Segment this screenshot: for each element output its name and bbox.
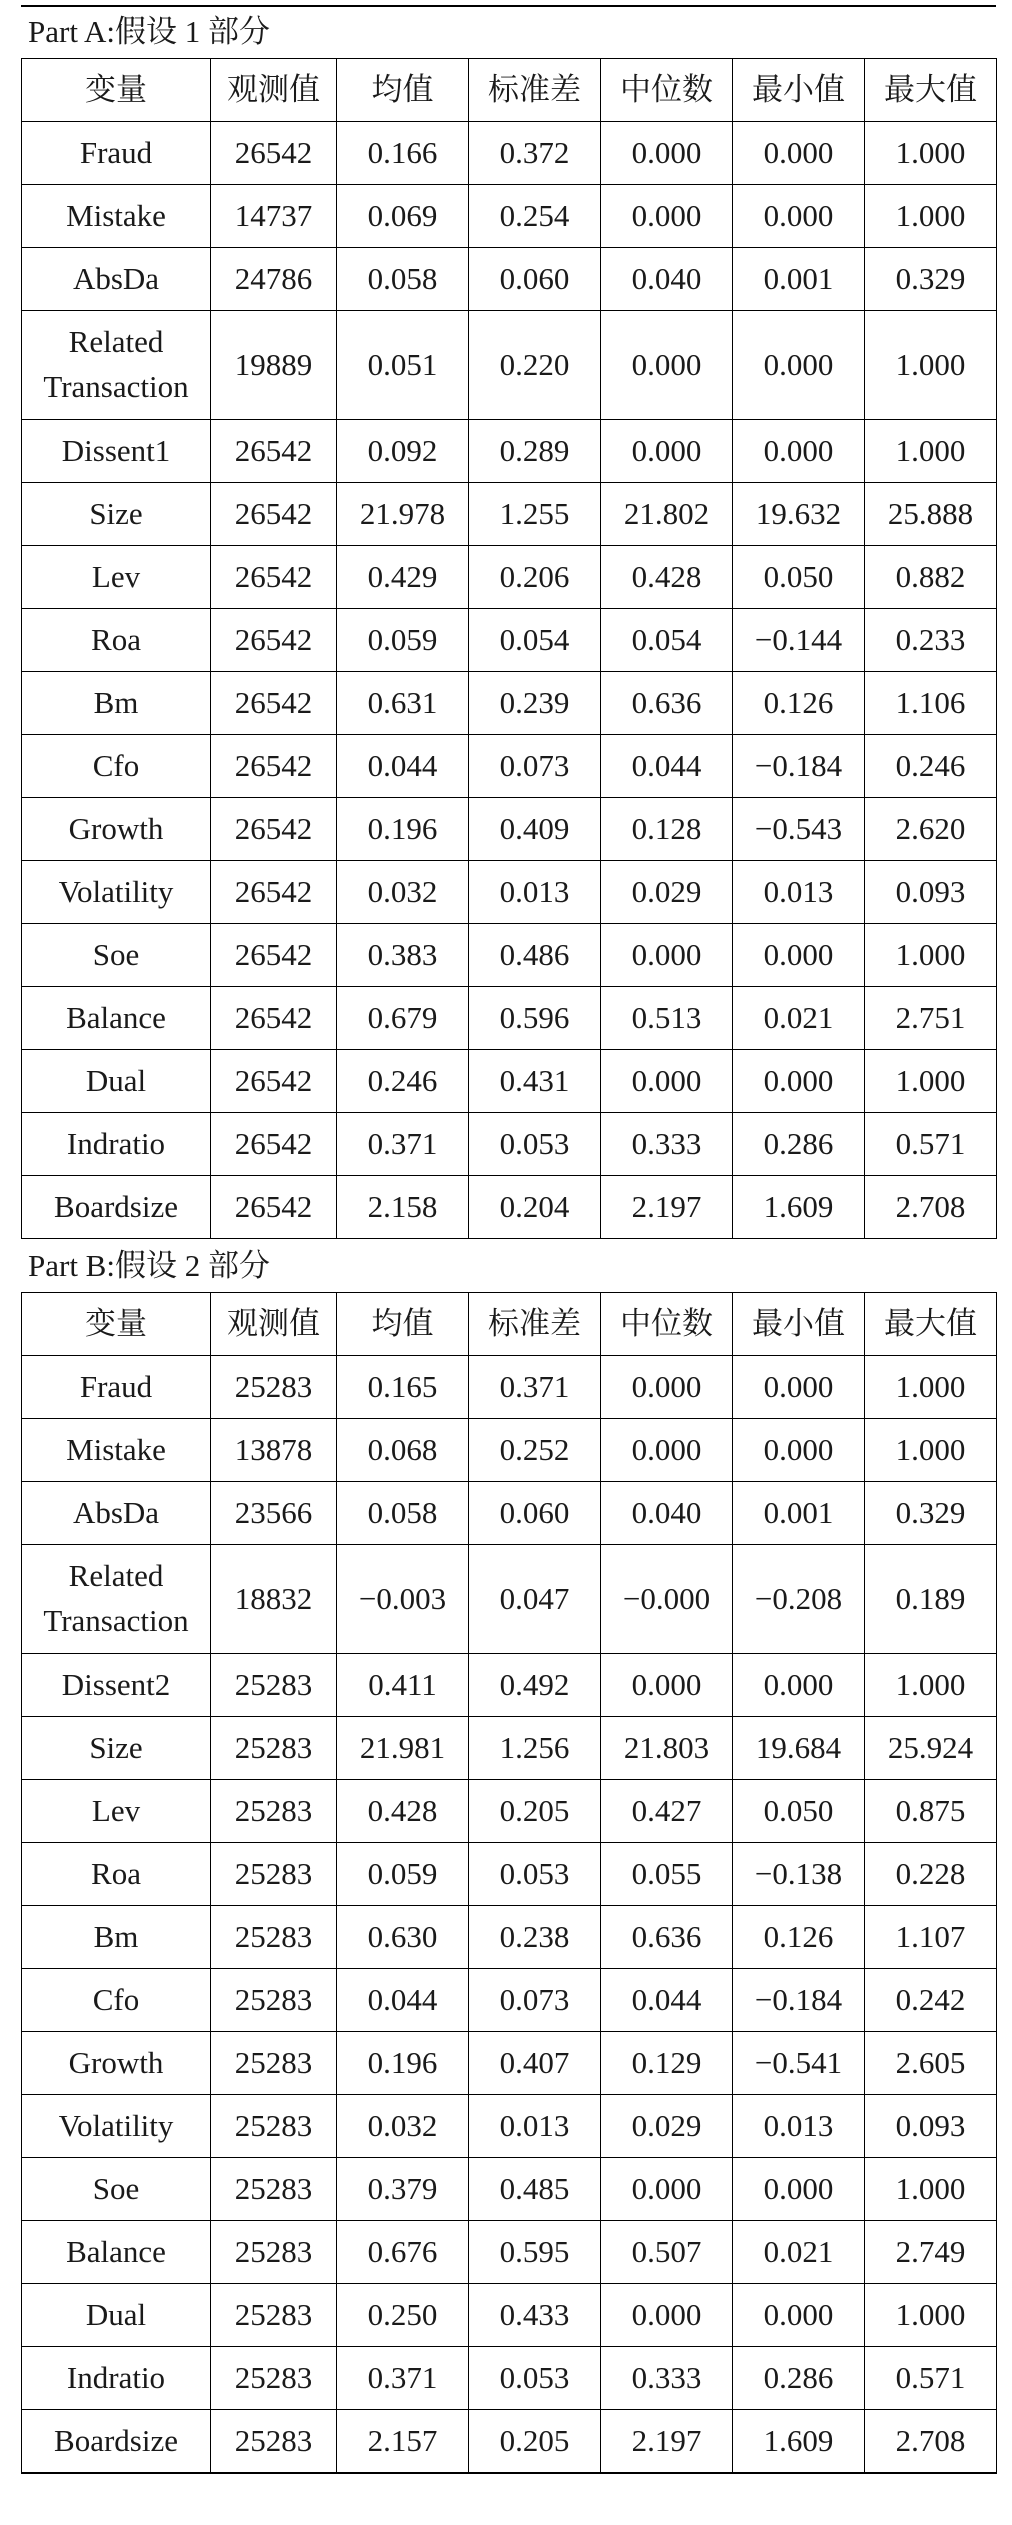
cell-median: 0.129 (601, 2032, 733, 2095)
cell-median: 2.197 (601, 1176, 733, 1239)
cell-max: 0.093 (865, 2095, 997, 2158)
cell-max: 0.246 (865, 735, 997, 798)
cell-std-dev: 0.060 (469, 248, 601, 311)
variable-name-cell: Boardsize (22, 1176, 211, 1239)
cell-mean: 0.246 (337, 1050, 469, 1113)
table-row (22, 1906, 997, 1969)
cell-max: 0.571 (865, 1113, 997, 1176)
part-b-table-body (22, 1293, 997, 2474)
cell-max: 2.749 (865, 2221, 997, 2284)
cell-mean: 21.981 (337, 1717, 469, 1780)
cell-median: 0.636 (601, 1906, 733, 1969)
cell-observations: 25283 (211, 1906, 337, 1969)
cell-std-dev: 0.252 (469, 1419, 601, 1482)
cell-max: 1.000 (865, 420, 997, 483)
variable-name-cell: Roa (22, 609, 211, 672)
cell-max: 1.000 (865, 924, 997, 987)
column-header-min: 最小值 (733, 1293, 865, 1356)
table-row (22, 2410, 997, 2474)
cell-min: 0.000 (733, 2158, 865, 2221)
cell-max: 0.093 (865, 861, 997, 924)
cell-mean: −0.003 (337, 1545, 469, 1654)
table-row (22, 420, 997, 483)
cell-median: 21.802 (601, 483, 733, 546)
cell-min: −0.184 (733, 1969, 865, 2032)
table-row (22, 185, 997, 248)
cell-observations: 23566 (211, 1482, 337, 1545)
cell-observations: 26542 (211, 1113, 337, 1176)
cell-min: 1.609 (733, 2410, 865, 2474)
variable-name-cell: Indratio (22, 1113, 211, 1176)
cell-std-dev: 0.485 (469, 2158, 601, 2221)
cell-mean: 0.631 (337, 672, 469, 735)
cell-median: 0.000 (601, 1654, 733, 1717)
cell-min: −0.541 (733, 2032, 865, 2095)
table-row (22, 1482, 997, 1545)
cell-median: 0.000 (601, 185, 733, 248)
cell-mean: 0.068 (337, 1419, 469, 1482)
cell-median: 0.044 (601, 1969, 733, 2032)
column-header-variable: 变量 (22, 1293, 211, 1356)
cell-max: 0.875 (865, 1780, 997, 1843)
table-row (22, 311, 997, 420)
cell-std-dev: 0.047 (469, 1545, 601, 1654)
cell-std-dev: 0.431 (469, 1050, 601, 1113)
cell-median: 0.040 (601, 248, 733, 311)
table-row (22, 1050, 997, 1113)
cell-observations: 26542 (211, 609, 337, 672)
cell-median: 0.000 (601, 1419, 733, 1482)
table-row (22, 1356, 997, 1419)
cell-median: 0.513 (601, 987, 733, 1050)
cell-max: 1.000 (865, 1654, 997, 1717)
cell-mean: 0.032 (337, 861, 469, 924)
cell-observations: 14737 (211, 185, 337, 248)
cell-std-dev: 0.013 (469, 2095, 601, 2158)
variable-name-cell: Growth (22, 2032, 211, 2095)
cell-min: 0.001 (733, 248, 865, 311)
cell-max: 1.107 (865, 1906, 997, 1969)
cell-observations: 26542 (211, 420, 337, 483)
part-b-title: Part B:假设 2 部分 (28, 1248, 270, 1283)
cell-mean: 0.428 (337, 1780, 469, 1843)
table-row (22, 2347, 997, 2410)
cell-max: 0.189 (865, 1545, 997, 1654)
table-row (22, 609, 997, 672)
cell-min: 0.000 (733, 1050, 865, 1113)
cell-std-dev: 1.255 (469, 483, 601, 546)
variable-name-cell: Fraud (22, 1356, 211, 1419)
cell-median: 0.333 (601, 2347, 733, 2410)
variable-name-cell: Growth (22, 798, 211, 861)
cell-median: 0.029 (601, 861, 733, 924)
cell-mean: 21.978 (337, 483, 469, 546)
cell-min: 0.000 (733, 185, 865, 248)
cell-observations: 19889 (211, 311, 337, 420)
cell-max: 1.000 (865, 122, 997, 185)
variable-name-cell: Mistake (22, 1419, 211, 1482)
table-row (22, 1113, 997, 1176)
cell-min: 0.000 (733, 420, 865, 483)
cell-min: −0.144 (733, 609, 865, 672)
cell-min: 19.684 (733, 1717, 865, 1780)
variable-name-cell: Fraud (22, 122, 211, 185)
cell-max: 0.329 (865, 248, 997, 311)
table-row (22, 546, 997, 609)
cell-median: 0.000 (601, 924, 733, 987)
cell-std-dev: 0.238 (469, 1906, 601, 1969)
cell-observations: 26542 (211, 798, 337, 861)
cell-mean: 0.165 (337, 1356, 469, 1419)
cell-mean: 0.069 (337, 185, 469, 248)
cell-observations: 26542 (211, 1176, 337, 1239)
table-row (22, 2032, 997, 2095)
cell-mean: 0.044 (337, 1969, 469, 2032)
cell-observations: 25283 (211, 2221, 337, 2284)
column-header-median: 中位数 (601, 59, 733, 122)
cell-max: 1.000 (865, 2158, 997, 2221)
table-row (22, 1969, 997, 2032)
variable-name-cell: Dissent1 (22, 420, 211, 483)
cell-median: 21.803 (601, 1717, 733, 1780)
cell-median: 0.507 (601, 2221, 733, 2284)
table-header-row (22, 1293, 997, 1356)
cell-min: 0.000 (733, 122, 865, 185)
cell-mean: 0.676 (337, 2221, 469, 2284)
cell-mean: 0.383 (337, 924, 469, 987)
table-row (22, 861, 997, 924)
cell-std-dev: 0.204 (469, 1176, 601, 1239)
cell-observations: 26542 (211, 1050, 337, 1113)
cell-max: 1.000 (865, 2284, 997, 2347)
variable-name-cell: Indratio (22, 2347, 211, 2410)
table-row (22, 987, 997, 1050)
variable-name-cell: Related Transaction (22, 1545, 211, 1654)
cell-median: −0.000 (601, 1545, 733, 1654)
cell-min: 0.000 (733, 1419, 865, 1482)
variable-name-cell: Balance (22, 2221, 211, 2284)
cell-max: 2.620 (865, 798, 997, 861)
cell-std-dev: 0.220 (469, 311, 601, 420)
cell-mean: 0.058 (337, 1482, 469, 1545)
cell-max: 1.106 (865, 672, 997, 735)
cell-min: 0.286 (733, 1113, 865, 1176)
cell-mean: 0.196 (337, 2032, 469, 2095)
cell-median: 0.000 (601, 2158, 733, 2221)
cell-mean: 0.411 (337, 1654, 469, 1717)
variable-name-cell: Related Transaction (22, 311, 211, 420)
cell-observations: 25283 (211, 2347, 337, 2410)
cell-median: 0.333 (601, 1113, 733, 1176)
column-header-min: 最小值 (733, 59, 865, 122)
cell-observations: 26542 (211, 735, 337, 798)
cell-std-dev: 0.596 (469, 987, 601, 1050)
cell-observations: 26542 (211, 122, 337, 185)
cell-observations: 26542 (211, 483, 337, 546)
cell-max: 0.571 (865, 2347, 997, 2410)
cell-observations: 18832 (211, 1545, 337, 1654)
cell-max: 1.000 (865, 185, 997, 248)
cell-std-dev: 0.254 (469, 185, 601, 248)
cell-median: 0.000 (601, 420, 733, 483)
cell-observations: 25283 (211, 1717, 337, 1780)
cell-min: 0.000 (733, 2284, 865, 2347)
cell-max: 1.000 (865, 1419, 997, 1482)
variable-name-cell: AbsDa (22, 248, 211, 311)
cell-median: 0.000 (601, 1050, 733, 1113)
cell-median: 0.636 (601, 672, 733, 735)
cell-min: 0.050 (733, 546, 865, 609)
cell-min: 0.000 (733, 924, 865, 987)
variable-name-cell: Soe (22, 2158, 211, 2221)
table-row (22, 1654, 997, 1717)
cell-observations: 25283 (211, 2284, 337, 2347)
cell-observations: 25283 (211, 1780, 337, 1843)
cell-std-dev: 1.256 (469, 1717, 601, 1780)
cell-median: 0.029 (601, 2095, 733, 2158)
cell-observations: 26542 (211, 861, 337, 924)
table-row (22, 1780, 997, 1843)
part-a-table-body (22, 59, 997, 1239)
cell-max: 2.708 (865, 1176, 997, 1239)
cell-observations: 25283 (211, 2410, 337, 2474)
cell-observations: 25283 (211, 2032, 337, 2095)
cell-mean: 2.158 (337, 1176, 469, 1239)
cell-mean: 0.196 (337, 798, 469, 861)
cell-observations: 24786 (211, 248, 337, 311)
cell-median: 0.000 (601, 1356, 733, 1419)
cell-observations: 25283 (211, 1843, 337, 1906)
cell-max: 0.233 (865, 609, 997, 672)
cell-mean: 0.630 (337, 1906, 469, 1969)
cell-observations: 25283 (211, 2095, 337, 2158)
table-row (22, 1545, 997, 1654)
column-header-median: 中位数 (601, 1293, 733, 1356)
cell-median: 0.000 (601, 311, 733, 420)
cell-observations: 25283 (211, 1969, 337, 2032)
cell-min: −0.208 (733, 1545, 865, 1654)
table-row (22, 2221, 997, 2284)
variable-name-cell: Volatility (22, 861, 211, 924)
cell-std-dev: 0.054 (469, 609, 601, 672)
cell-std-dev: 0.205 (469, 2410, 601, 2474)
cell-std-dev: 0.372 (469, 122, 601, 185)
cell-mean: 0.051 (337, 311, 469, 420)
variable-name-cell: Soe (22, 924, 211, 987)
cell-std-dev: 0.013 (469, 861, 601, 924)
cell-min: 0.013 (733, 861, 865, 924)
cell-std-dev: 0.409 (469, 798, 601, 861)
cell-max: 1.000 (865, 1356, 997, 1419)
cell-std-dev: 0.053 (469, 1113, 601, 1176)
cell-observations: 26542 (211, 987, 337, 1050)
table-row (22, 924, 997, 987)
cell-min: 0.000 (733, 1654, 865, 1717)
table-row (22, 2095, 997, 2158)
variable-name-cell: Dissent2 (22, 1654, 211, 1717)
cell-median: 0.055 (601, 1843, 733, 1906)
cell-min: −0.543 (733, 798, 865, 861)
cell-median: 0.054 (601, 609, 733, 672)
table-row (22, 672, 997, 735)
column-header-max: 最大值 (865, 1293, 997, 1356)
cell-min: 0.021 (733, 987, 865, 1050)
cell-min: 0.126 (733, 672, 865, 735)
cell-median: 0.000 (601, 2284, 733, 2347)
cell-std-dev: 0.239 (469, 672, 601, 735)
cell-min: 0.050 (733, 1780, 865, 1843)
table-row (22, 483, 997, 546)
cell-median: 0.000 (601, 122, 733, 185)
cell-mean: 2.157 (337, 2410, 469, 2474)
column-header-std-dev: 标准差 (469, 1293, 601, 1356)
column-header-std-dev: 标准差 (469, 59, 601, 122)
cell-observations: 26542 (211, 924, 337, 987)
variable-name-cell: Bm (22, 1906, 211, 1969)
cell-std-dev: 0.371 (469, 1356, 601, 1419)
variable-name-cell: Size (22, 1717, 211, 1780)
cell-max: 2.708 (865, 2410, 997, 2474)
cell-observations: 26542 (211, 546, 337, 609)
cell-observations: 25283 (211, 2158, 337, 2221)
cell-mean: 0.371 (337, 1113, 469, 1176)
table-row (22, 248, 997, 311)
cell-max: 0.228 (865, 1843, 997, 1906)
variable-name-cell: Roa (22, 1843, 211, 1906)
table-row (22, 122, 997, 185)
variable-name-cell: AbsDa (22, 1482, 211, 1545)
table-row (22, 1419, 997, 1482)
cell-median: 0.044 (601, 735, 733, 798)
column-header-variable: 变量 (22, 59, 211, 122)
cell-min: 0.286 (733, 2347, 865, 2410)
table-row (22, 1176, 997, 1239)
variable-name-cell: Boardsize (22, 2410, 211, 2474)
cell-std-dev: 0.060 (469, 1482, 601, 1545)
cell-max: 1.000 (865, 1050, 997, 1113)
table-row (22, 798, 997, 861)
column-header-observations: 观测值 (211, 59, 337, 122)
cell-mean: 0.250 (337, 2284, 469, 2347)
cell-max: 25.888 (865, 483, 997, 546)
cell-max: 0.882 (865, 546, 997, 609)
part-a-title: Part A:假设 1 部分 (28, 14, 270, 49)
table-row (22, 2158, 997, 2221)
cell-std-dev: 0.595 (469, 2221, 601, 2284)
cell-min: 0.000 (733, 1356, 865, 1419)
column-header-observations: 观测值 (211, 1293, 337, 1356)
cell-std-dev: 0.486 (469, 924, 601, 987)
cell-min: 0.000 (733, 311, 865, 420)
cell-std-dev: 0.289 (469, 420, 601, 483)
cell-max: 0.329 (865, 1482, 997, 1545)
cell-mean: 0.059 (337, 1843, 469, 1906)
variable-name-cell: Size (22, 483, 211, 546)
cell-std-dev: 0.433 (469, 2284, 601, 2347)
cell-median: 0.427 (601, 1780, 733, 1843)
variable-name-cell: Lev (22, 546, 211, 609)
cell-min: 0.021 (733, 2221, 865, 2284)
cell-std-dev: 0.407 (469, 2032, 601, 2095)
cell-observations: 25283 (211, 1356, 337, 1419)
cell-std-dev: 0.205 (469, 1780, 601, 1843)
cell-mean: 0.032 (337, 2095, 469, 2158)
cell-min: 19.632 (733, 483, 865, 546)
cell-max: 1.000 (865, 311, 997, 420)
cell-observations: 25283 (211, 1654, 337, 1717)
cell-observations: 13878 (211, 1419, 337, 1482)
cell-mean: 0.679 (337, 987, 469, 1050)
variable-name-cell: Dual (22, 2284, 211, 2347)
cell-median: 0.040 (601, 1482, 733, 1545)
table-header-row (22, 59, 997, 122)
cell-max: 2.605 (865, 2032, 997, 2095)
cell-observations: 26542 (211, 672, 337, 735)
cell-median: 0.128 (601, 798, 733, 861)
cell-min: 0.013 (733, 2095, 865, 2158)
cell-min: 0.126 (733, 1906, 865, 1969)
cell-max: 2.751 (865, 987, 997, 1050)
column-header-mean: 均值 (337, 1293, 469, 1356)
cell-std-dev: 0.206 (469, 546, 601, 609)
variable-name-cell: Cfo (22, 735, 211, 798)
cell-mean: 0.059 (337, 609, 469, 672)
cell-median: 2.197 (601, 2410, 733, 2474)
cell-median: 0.428 (601, 546, 733, 609)
cell-min: −0.184 (733, 735, 865, 798)
cell-min: 1.609 (733, 1176, 865, 1239)
table-row (22, 1717, 997, 1780)
cell-mean: 0.371 (337, 2347, 469, 2410)
column-header-max: 最大值 (865, 59, 997, 122)
cell-min: −0.138 (733, 1843, 865, 1906)
table-row (22, 2284, 997, 2347)
cell-mean: 0.058 (337, 248, 469, 311)
variable-name-cell: Mistake (22, 185, 211, 248)
part-b-table (21, 1292, 997, 2474)
part-a-table (21, 58, 997, 1239)
variable-name-cell: Cfo (22, 1969, 211, 2032)
cell-min: 0.001 (733, 1482, 865, 1545)
variable-name-cell: Volatility (22, 2095, 211, 2158)
cell-std-dev: 0.053 (469, 2347, 601, 2410)
cell-std-dev: 0.073 (469, 1969, 601, 2032)
column-header-mean: 均值 (337, 59, 469, 122)
cell-mean: 0.044 (337, 735, 469, 798)
cell-std-dev: 0.492 (469, 1654, 601, 1717)
cell-mean: 0.379 (337, 2158, 469, 2221)
cell-std-dev: 0.053 (469, 1843, 601, 1906)
cell-std-dev: 0.073 (469, 735, 601, 798)
cell-mean: 0.166 (337, 122, 469, 185)
table-row (22, 735, 997, 798)
variable-name-cell: Balance (22, 987, 211, 1050)
variable-name-cell: Bm (22, 672, 211, 735)
cell-mean: 0.429 (337, 546, 469, 609)
cell-max: 0.242 (865, 1969, 997, 2032)
table-row (22, 1843, 997, 1906)
variable-name-cell: Dual (22, 1050, 211, 1113)
variable-name-cell: Lev (22, 1780, 211, 1843)
cell-max: 25.924 (865, 1717, 997, 1780)
cell-mean: 0.092 (337, 420, 469, 483)
